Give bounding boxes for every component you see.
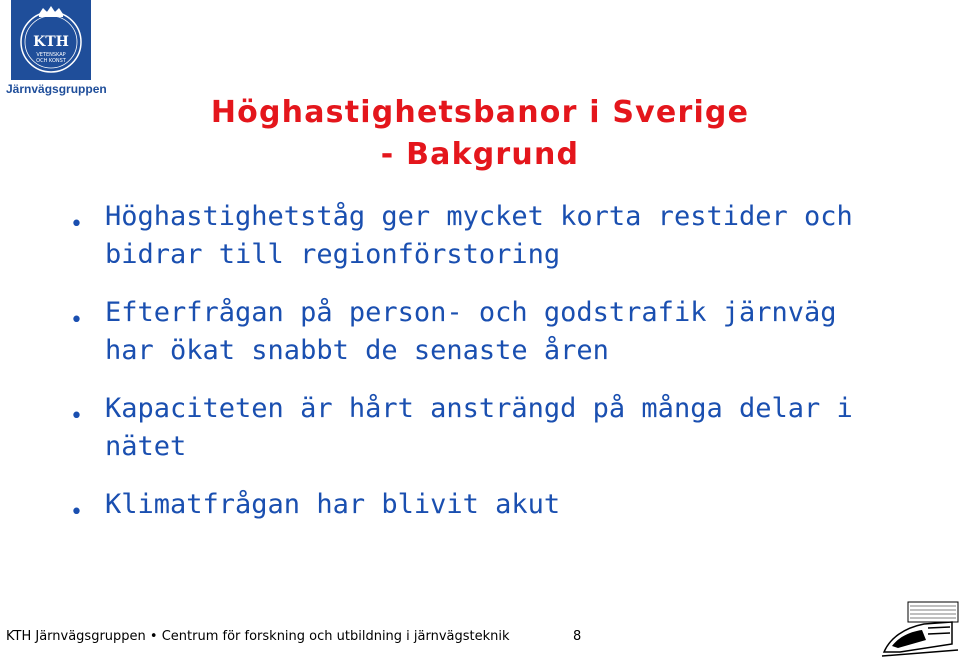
logo-text: KTH [33, 34, 69, 50]
footer-text: KTH Järnvägsgruppen • Centrum för forskning och utbildning i järnvägsteknik [6, 629, 510, 644]
group-name: Järnvägsgruppen [6, 82, 107, 96]
bullet-item [70, 390, 890, 466]
slide-title [100, 92, 860, 176]
bullet-dot-icon: • [70, 500, 83, 525]
bullet-list [70, 198, 890, 544]
kth-logo [11, 0, 91, 80]
bullet-item [70, 198, 890, 274]
bullet-dot-icon: • [70, 212, 83, 237]
bullet-dot-icon: • [70, 404, 83, 429]
kth-logo-graphic [11, 0, 91, 80]
bullet-text: Kapaciteten är hårt ansträngd på många delar i nätet [105, 393, 853, 462]
bullet-text: Efterfrågan på person- och godstrafik järnväg har ökat snabbt de senaste åren [105, 297, 837, 366]
bullet-item [70, 294, 890, 370]
train-icon [880, 600, 960, 659]
slide-title-line-1: Höghastighetsbanor i Sverige [210, 95, 750, 130]
bullet-item [70, 486, 890, 524]
page-number: 8 [573, 629, 582, 644]
bullet-text: Höghastighetståg ger mycket korta restider och bidrar till regionförstoring [105, 201, 853, 270]
bullet-dot-icon: • [70, 308, 83, 333]
bullet-text: Klimatfrågan har blivit akut [105, 489, 561, 520]
logo-subtext-1: VETENSKAP [36, 52, 66, 58]
slide-title-line-2: - Bakgrund [380, 137, 580, 172]
logo-subtext-2: OCH KONST [36, 58, 66, 64]
